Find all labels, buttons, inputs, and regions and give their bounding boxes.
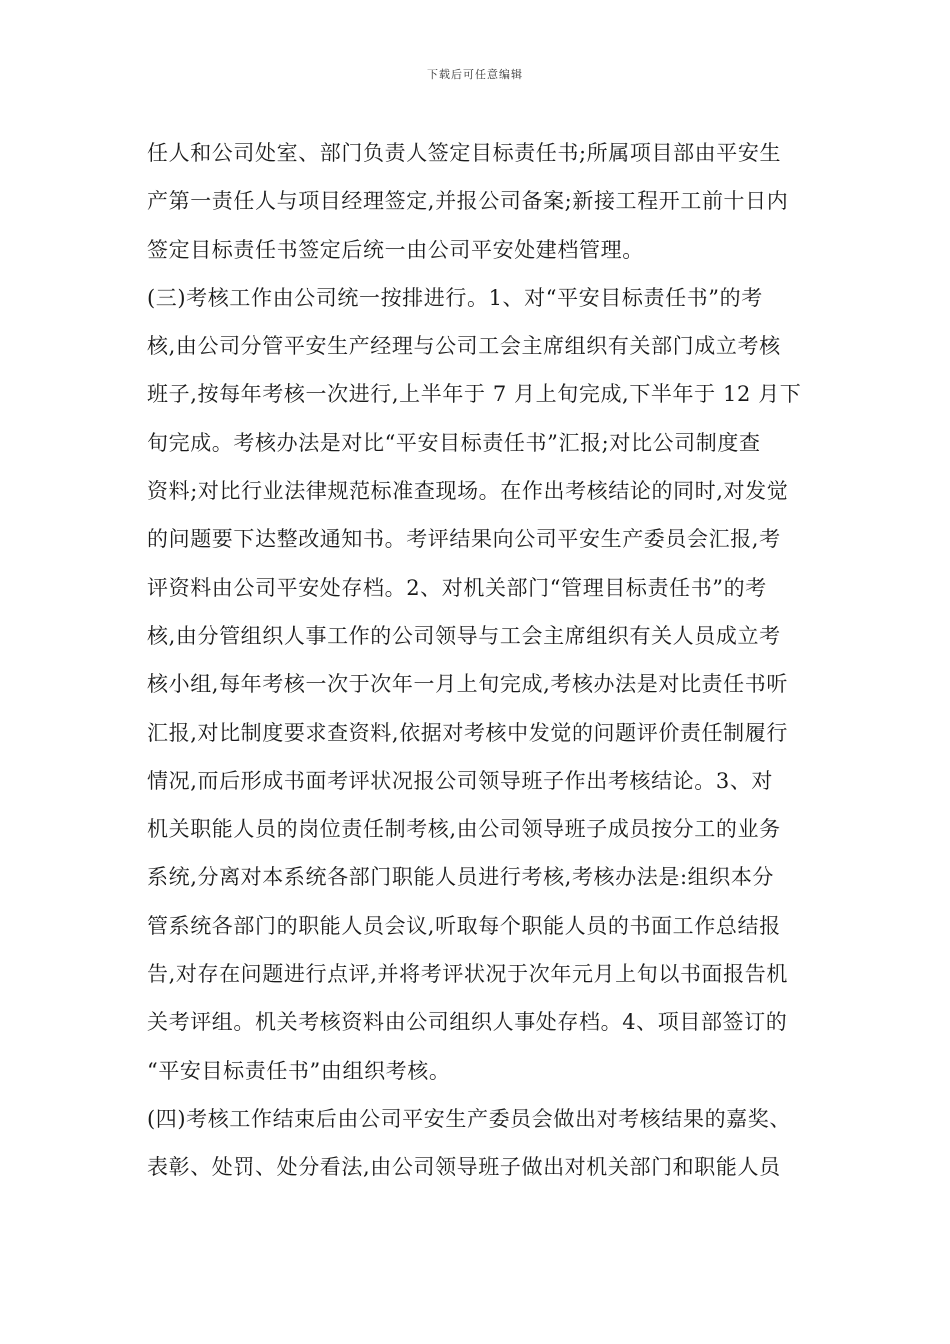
text-line: 核小组,每年考核一次于次年一月上旬完成,考核办法是对比责任书听 (147, 672, 788, 697)
text-line: 表彰、处罚、处分看法,由公司领导班子做出对机关部门和职能人员 (147, 1155, 781, 1180)
text-line: (三)考核工作由公司统一按排进行。1、对“平安目标责任书”的考 (147, 285, 763, 310)
text-line: 汇报,对比制度要求查资料,依据对考核中发觉的问题评价责任制履行 (147, 720, 788, 745)
text-line: 评资料由公司平安处存档。2、对机关部门“管理目标责任书”的考 (147, 575, 767, 600)
text-line: 管系统各部门的职能人员会议,听取每个职能人员的书面工作总结报 (147, 913, 781, 938)
text-line: 情况,而后形成书面考评状况报公司领导班子作出考核结论。3、对 (147, 768, 774, 793)
text-line: 核,由公司分管平安生产经理与公司工会主席组织有关部门成立考核 (147, 334, 781, 359)
text-line: 核,由分管组织人事工作的公司领导与工会主席组织有关人员成立考 (147, 623, 781, 648)
text-line: 旬完成。考核办法是对比“平安目标责任书”汇报;对比公司制度查 (147, 430, 761, 455)
text-line: 告,对存在问题进行点评,并将考评状况于次年元月上旬以书面报告机 (147, 962, 788, 987)
document-body (147, 129, 827, 1192)
text-line: (四)考核工作结束后由公司平安生产委员会做出对考核结果的嘉奖、 (147, 1106, 791, 1131)
text-line: 资料;对比行业法律规范标准查现场。在作出考核结论的同时,对发觉 (147, 479, 789, 504)
text-line: 机关职能人员的岗位责任制考核,由公司领导班子成员按分工的业务 (147, 817, 781, 842)
text-line: 系统,分离对本系统各部门职能人员进行考核,考核办法是:组织本分 (147, 865, 775, 890)
text-line: 关考评组。机关考核资料由公司组织人事处存档。4、项目部签订的 (147, 1010, 788, 1035)
text-line: 的问题要下达整改通知书。考评结果向公司平安生产委员会汇报,考 (147, 527, 781, 552)
page-header-note: 下载后可任意编辑 (427, 68, 523, 81)
text-line: 产第一责任人与项目经理签定,并报公司备案;新接工程开工前十日内 (147, 189, 789, 214)
text-line: 班子,按每年考核一次进行,上半年于 7 月上旬完成,下半年于 12 月下 (147, 382, 802, 407)
text-line: 签定目标责任书签定后统一由公司平安处建档管理。 (147, 237, 644, 262)
text-line: 任人和公司处室、部门负责人签定目标责任书;所属项目部由平安生 (147, 141, 782, 165)
text-line: “平安目标责任书”由组织考核。 (147, 1058, 451, 1083)
